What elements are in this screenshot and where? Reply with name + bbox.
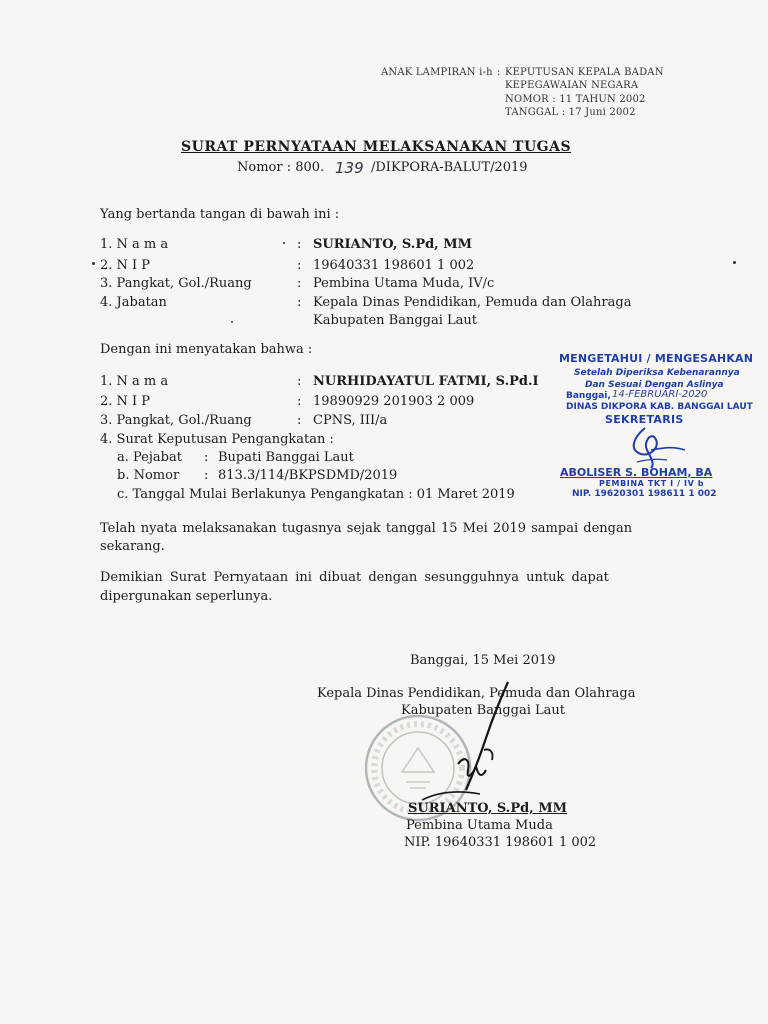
scan-speck: [733, 261, 736, 264]
employee-rank-value: CPNS, III/a: [313, 413, 388, 428]
signer-rank-label: 3. Pangkat, Gol./Ruang: [100, 276, 252, 291]
signer-name-label: 1. N a m a: [100, 237, 169, 252]
statement-text: Dengan ini menyatakan bahwa :: [100, 342, 313, 357]
annex-line-1: KEPUTUSAN KEPALA BADAN: [505, 67, 664, 78]
document-number-handwritten: 139: [335, 159, 364, 177]
signer-nip-colon: :: [297, 258, 302, 273]
closing-office-1: Kepala Dinas Pendidikan, Pemuda dan Olahraga: [317, 686, 636, 701]
signer-position-label: 4. Jabatan: [100, 295, 167, 310]
intro-text: Yang bertanda tangan di bawah ini :: [100, 207, 340, 222]
scan-speck: [92, 262, 95, 265]
sk-tanggal: c. Tanggal Mulai Berlakunya Pengangkatan : 01 Maret 2019: [117, 487, 515, 502]
legalization-line-5: SEKRETARIS: [605, 413, 684, 426]
legalization-signature: [615, 420, 695, 470]
sk-nomor-label: b. Nomor: [117, 468, 180, 483]
legalization-nip: NIP. 19620301 198611 1 002: [572, 489, 717, 499]
scan-speck: [231, 321, 233, 323]
sk-pejabat-value: Bupati Banggai Laut: [218, 450, 354, 465]
legalization-date-handwritten: 14-FEBRUARI-2020: [612, 389, 708, 400]
sk-nomor-colon: :: [204, 468, 209, 483]
closing-place-date: Banggai, 15 Mei 2019: [410, 653, 556, 668]
employee-nip-value: 19890929 201903 2 009: [313, 394, 475, 409]
annex-colon: :: [497, 67, 501, 78]
employee-nip-label: 2. N I P: [100, 394, 151, 409]
sk-heading: 4. Surat Keputusan Pengangkatan :: [100, 432, 334, 447]
signer-nip-label: 2. N I P: [100, 258, 151, 273]
paragraph-2-line-2: dipergunakan seperlunya.: [100, 589, 273, 604]
legalization-line-3-prefix: Banggai,: [566, 391, 611, 401]
signer-signature: [408, 680, 538, 810]
closing-name: SURIANTO, S.Pd, MM: [408, 801, 568, 816]
legalization-rank: PEMBINA TKT I / IV b: [599, 479, 705, 488]
employee-name-label: 1. N a m a: [100, 374, 169, 389]
employee-rank-colon: :: [297, 413, 302, 428]
annex-line-2: KEPEGAWAIAN NEGARA: [505, 80, 639, 91]
legalization-line-1: Setelah Diperiksa Kebenarannya: [574, 368, 740, 378]
signer-name-colon: :: [297, 237, 302, 252]
signer-name-value: SURIANTO, S.Pd, MM: [313, 237, 473, 252]
employee-name-colon: :: [297, 374, 302, 389]
signer-nip-value: 19640331 198601 1 002: [313, 258, 475, 273]
employee-rank-label: 3. Pangkat, Gol./Ruang: [100, 413, 252, 428]
paragraph-2-line-1: Demikian Surat Pernyataan ini dibuat dengan sesungguhnya untuk dapat: [100, 570, 609, 585]
employee-name-value: NURHIDAYATUL FATMI, S.Pd.I: [313, 374, 539, 389]
sk-pejabat-label: a. Pejabat: [117, 450, 182, 465]
signer-rank-value: Pembina Utama Muda, IV/c: [313, 276, 495, 291]
signer-rank-colon: :: [297, 276, 302, 291]
signer-position-colon: :: [297, 295, 302, 310]
closing-rank: Pembina Utama Muda: [406, 818, 553, 833]
sk-pejabat-colon: :: [204, 450, 209, 465]
closing-nip: NIP. 19640331 198601 1 002: [404, 835, 597, 850]
legalization-name: ABOLISER S. BOHAM, BA: [560, 466, 713, 479]
document-number-prefix: Nomor : 800.: [237, 160, 325, 175]
signer-position-value-2: Kabupaten Banggai Laut: [313, 313, 477, 328]
employee-nip-colon: :: [297, 394, 302, 409]
legalization-title: MENGETAHUI / MENGESAHKAN: [559, 352, 754, 365]
sk-nomor-value: 813.3/114/BKPSDMD/2019: [218, 468, 398, 483]
legalization-line-2: Dan Sesuai Dengan Aslinya: [585, 380, 724, 390]
annex-tanggal: TANGGAL : 17 Juni 2002: [505, 107, 636, 118]
annex-nomor: NOMOR : 11 TAHUN 2002: [505, 94, 646, 105]
document-number-suffix: /DIKPORA-BALUT/2019: [371, 160, 528, 175]
paragraph-1-line-2: sekarang.: [100, 539, 165, 554]
closing-office-2: Kabupaten Banggai Laut: [401, 703, 565, 718]
annex-label: ANAK LAMPIRAN i-h: [381, 67, 493, 78]
document-title: SURAT PERNYATAAN MELAKSANAKAN TUGAS: [181, 139, 572, 155]
scan-speck: [283, 242, 285, 244]
signer-position-value: Kepala Dinas Pendidikan, Pemuda dan Olahraga: [313, 295, 632, 310]
legalization-line-4: DINAS DIKPORA KAB. BANGGAI LAUT: [566, 402, 753, 412]
paragraph-1-line-1: Telah nyata melaksanakan tugasnya sejak tanggal 15 Mei 2019 sampai dengan: [100, 521, 633, 536]
